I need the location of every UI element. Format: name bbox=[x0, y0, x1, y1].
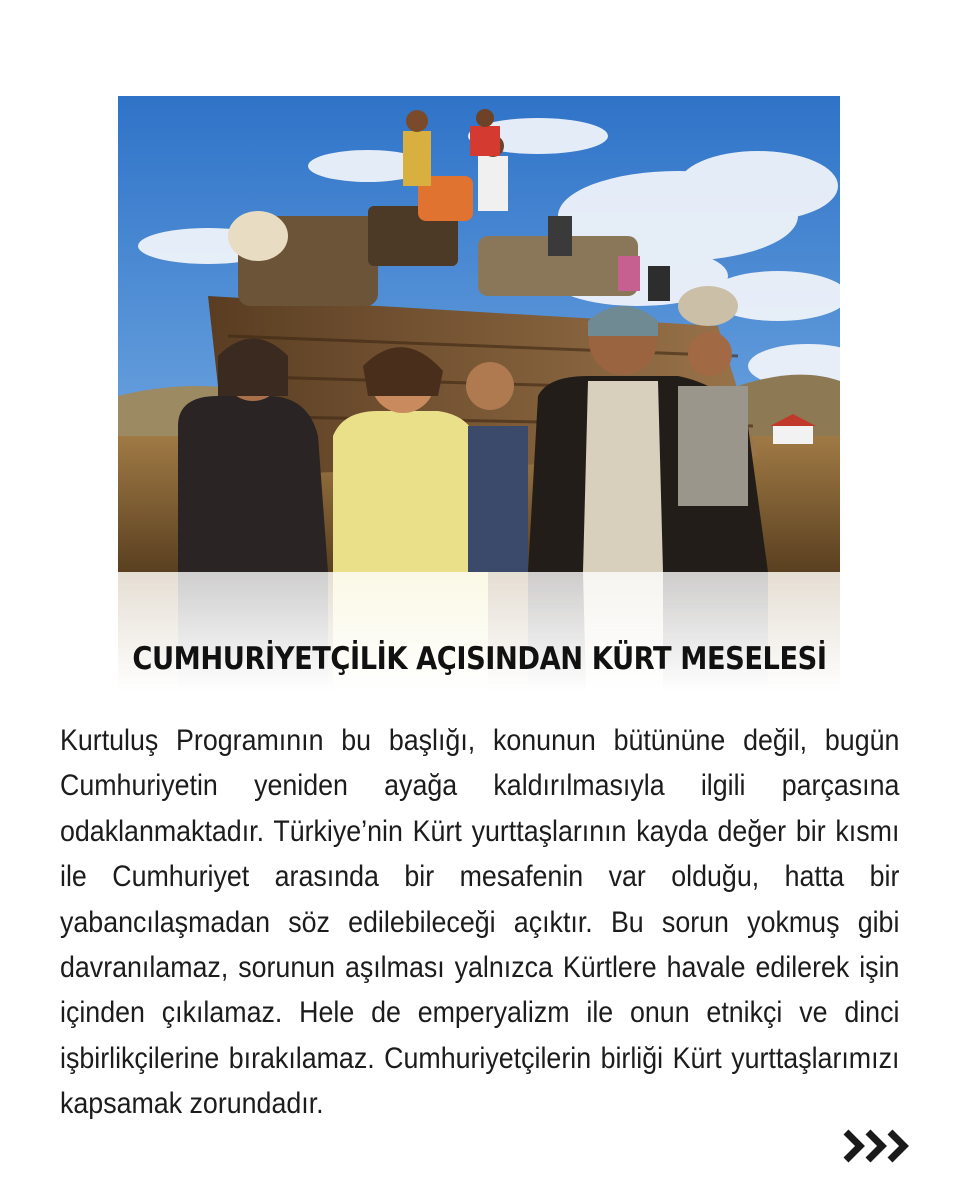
migrant-truck-photo bbox=[118, 96, 840, 572]
article-body: Kurtuluş Programının bu başlığı, konunun bütününe değil, bugün Cumhuriyetin yeniden ayağa kaldırılmasıyla ilgili parçasına odaklanmaktadır. Türkiye’nin Kürt yurttaşlarının kayda değer bir kısmı ile Cumhuriyet arasında bir mesafenin var olduğu, hatta bir yabancılaşmadan söz edilebileceği açıktır. Bu sorun yokmuş gibi davranılamaz, sorunun aşılması yalnızca Kürtlere havale edilerek işin içinden çıkılamaz. Hele de emperyalizm ile onun etnikçi ve dinci işbirlikçilerine bırakılamaz. Cumhuriyetçilerin birliği Kürt yurttaşlarımızı kapsamak zorundadır. bbox=[60, 724, 900, 1121]
next-page-button[interactable] bbox=[842, 1128, 914, 1164]
article-heading: CUMHURİYETÇİLİK AÇISINDAN KÜRT MESELESİ bbox=[132, 640, 827, 677]
triple-chevron-right-icon bbox=[842, 1128, 914, 1164]
article-photo bbox=[118, 96, 840, 572]
